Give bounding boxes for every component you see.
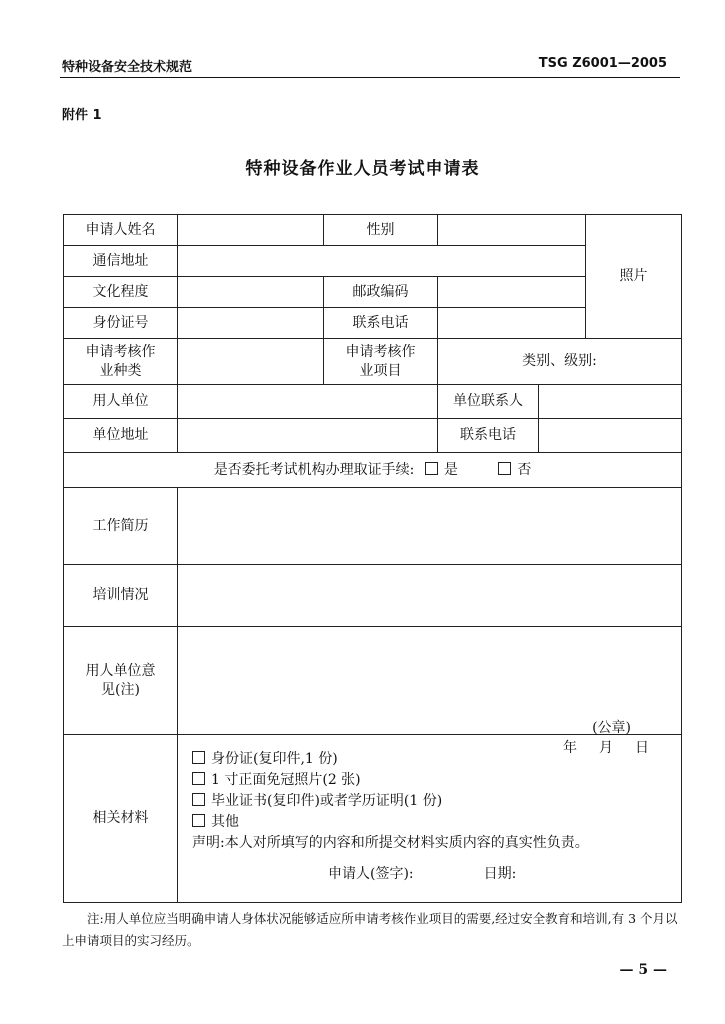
annex-label: 附件 1 — [62, 108, 102, 123]
gender-label: 性别 — [324, 215, 438, 246]
photo-cell[interactable] — [586, 215, 682, 339]
id-number-label: 身份证号 — [64, 308, 178, 339]
postcode-label: 邮政编码 — [324, 277, 438, 308]
employer-field[interactable] — [178, 385, 438, 419]
work-history-label: 工作简历 — [64, 488, 178, 565]
exam-item-label: 申请考核作业项目 — [324, 339, 438, 385]
class-level-label: 类别、级别: — [522, 353, 597, 369]
material-item[interactable]: 1 寸正面免冠照片(2 张) — [192, 770, 589, 791]
entrust-row — [64, 453, 682, 488]
materials-list — [192, 749, 589, 854]
checkbox-icon[interactable] — [192, 793, 205, 806]
work-history-field[interactable] — [178, 488, 682, 565]
checkbox-icon[interactable] — [192, 751, 205, 764]
header-left: 特种设备安全技术规范 — [62, 60, 193, 75]
declaration: 声明:本人对所填写的内容和所提交材料实质内容的真实性负责。 — [192, 835, 589, 851]
material-item[interactable]: 其他 — [192, 812, 589, 833]
form-title: 特种设备作业人员考试申请表 — [245, 159, 480, 179]
employer-address-field[interactable] — [178, 419, 438, 453]
applicant-name-label: 申请人姓名 — [64, 215, 178, 246]
signature-line — [328, 865, 516, 884]
signature-label: 申请人(签字): — [328, 866, 414, 882]
education-field[interactable] — [178, 277, 324, 308]
employer-contact-label: 单位联系人 — [438, 385, 539, 419]
phone-field[interactable] — [438, 308, 586, 339]
page-number: — 5 — — [619, 962, 667, 978]
exam-category-label: 申请考核作业种类 — [64, 339, 178, 385]
employer-opinion-label: 用人单位意见(注) — [64, 627, 178, 735]
id-number-field[interactable] — [178, 308, 324, 339]
training-field[interactable] — [178, 565, 682, 627]
gender-field[interactable] — [438, 215, 586, 246]
stamp-label: (公章) — [592, 720, 631, 736]
no-label: 否 — [517, 461, 532, 478]
checkbox-icon[interactable] — [192, 772, 205, 785]
yes-label: 是 — [443, 461, 458, 478]
material-item[interactable]: 毕业证书(复印件)或者学历证明(1 份) — [192, 791, 589, 812]
address-label: 通信地址 — [64, 246, 178, 277]
address-field[interactable] — [178, 246, 586, 277]
materials-label: 相关材料 — [64, 735, 178, 903]
yes-checkbox[interactable] — [425, 462, 438, 475]
material-item[interactable]: 身份证(复印件,1 份) — [192, 749, 589, 770]
contact-phone-label: 联系电话 — [438, 419, 539, 453]
training-label: 培训情况 — [64, 565, 178, 627]
no-checkbox[interactable] — [498, 462, 511, 475]
footnote: 注:用人单位应当明确申请人身体状况能够适应所申请考核作业项目的需要,经过安全教育和培训,有 3 个月以上申请项目的实习经历。 — [62, 911, 678, 948]
education-label: 文化程度 — [64, 277, 178, 308]
class-level-field[interactable] — [438, 339, 682, 385]
employer-label: 用人单位 — [64, 385, 178, 419]
checkbox-icon[interactable] — [192, 814, 205, 827]
year-label: 年 — [563, 740, 577, 756]
phone-label: 联系电话 — [324, 308, 438, 339]
entrust-question: 是否委托考试机构办理取证手续: — [213, 461, 415, 478]
materials-cell — [178, 735, 682, 903]
header-right: TSG Z6001—2005 — [538, 56, 667, 71]
day-label: 日 — [635, 740, 649, 756]
exam-category-field[interactable] — [178, 339, 324, 385]
employer-address-label: 单位地址 — [64, 419, 178, 453]
applicant-name-field[interactable] — [178, 215, 324, 246]
postcode-field[interactable] — [438, 277, 586, 308]
application-form — [63, 214, 682, 903]
employer-contact-field[interactable] — [539, 385, 682, 419]
month-label: 月 — [599, 740, 613, 756]
header-rule — [60, 77, 680, 78]
employer-opinion-field[interactable] — [178, 627, 682, 756]
contact-phone-field[interactable] — [539, 419, 682, 453]
date-label: 日期: — [483, 866, 517, 882]
photo-label: 照片 — [619, 268, 648, 284]
